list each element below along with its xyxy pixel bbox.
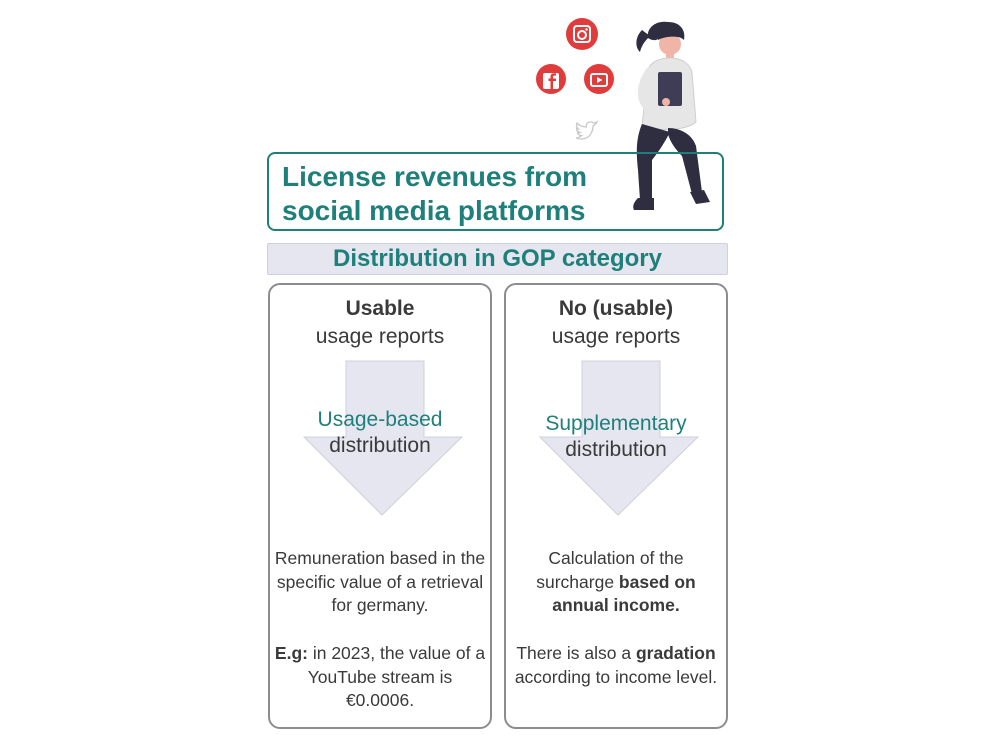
title-box (267, 152, 724, 231)
distribution-type (270, 407, 490, 459)
example-label: E.g: (274, 643, 308, 663)
description-bold: based on annual income. (552, 571, 696, 615)
panel-heading-rest: usage reports (551, 325, 681, 348)
panel-example (274, 642, 486, 713)
description-text: Calculation of the surcharge (536, 548, 684, 592)
note-text-a: There is also a (516, 643, 636, 663)
distribution-type-suffix: distribution (565, 438, 667, 461)
youtube-icon (583, 63, 615, 95)
note-text-b: according to income level. (514, 666, 718, 687)
panel-heading-bold: Usable (345, 297, 415, 320)
panel-note (510, 642, 722, 689)
title-line-1: License revenues from (282, 161, 588, 192)
distribution-type-name: Supplementary (545, 412, 687, 435)
panel-heading-rest: usage reports (315, 325, 445, 348)
category-heading: Distribution in GOP category (267, 243, 728, 275)
twitter-icon (573, 120, 601, 144)
title-line-2: social media platforms (282, 195, 586, 226)
distribution-type-suffix: distribution (329, 434, 431, 457)
instagram-icon (565, 17, 599, 51)
page-title (282, 160, 622, 228)
example-text: in 2023, the value of a YouTube stream is €0.0006. (307, 643, 486, 710)
note-bold: gradation (635, 643, 716, 663)
no-usable-reports-panel (504, 283, 728, 729)
panel-heading-bold: No (usable) (558, 297, 674, 320)
panel-description (510, 547, 722, 618)
distribution-type (506, 411, 726, 463)
facebook-icon (535, 63, 567, 95)
panel-description: Remuneration based in the specific value of a retrieval for germany. (274, 548, 486, 615)
usable-reports-panel (268, 283, 492, 729)
distribution-type-name: Usage-based (317, 408, 443, 431)
